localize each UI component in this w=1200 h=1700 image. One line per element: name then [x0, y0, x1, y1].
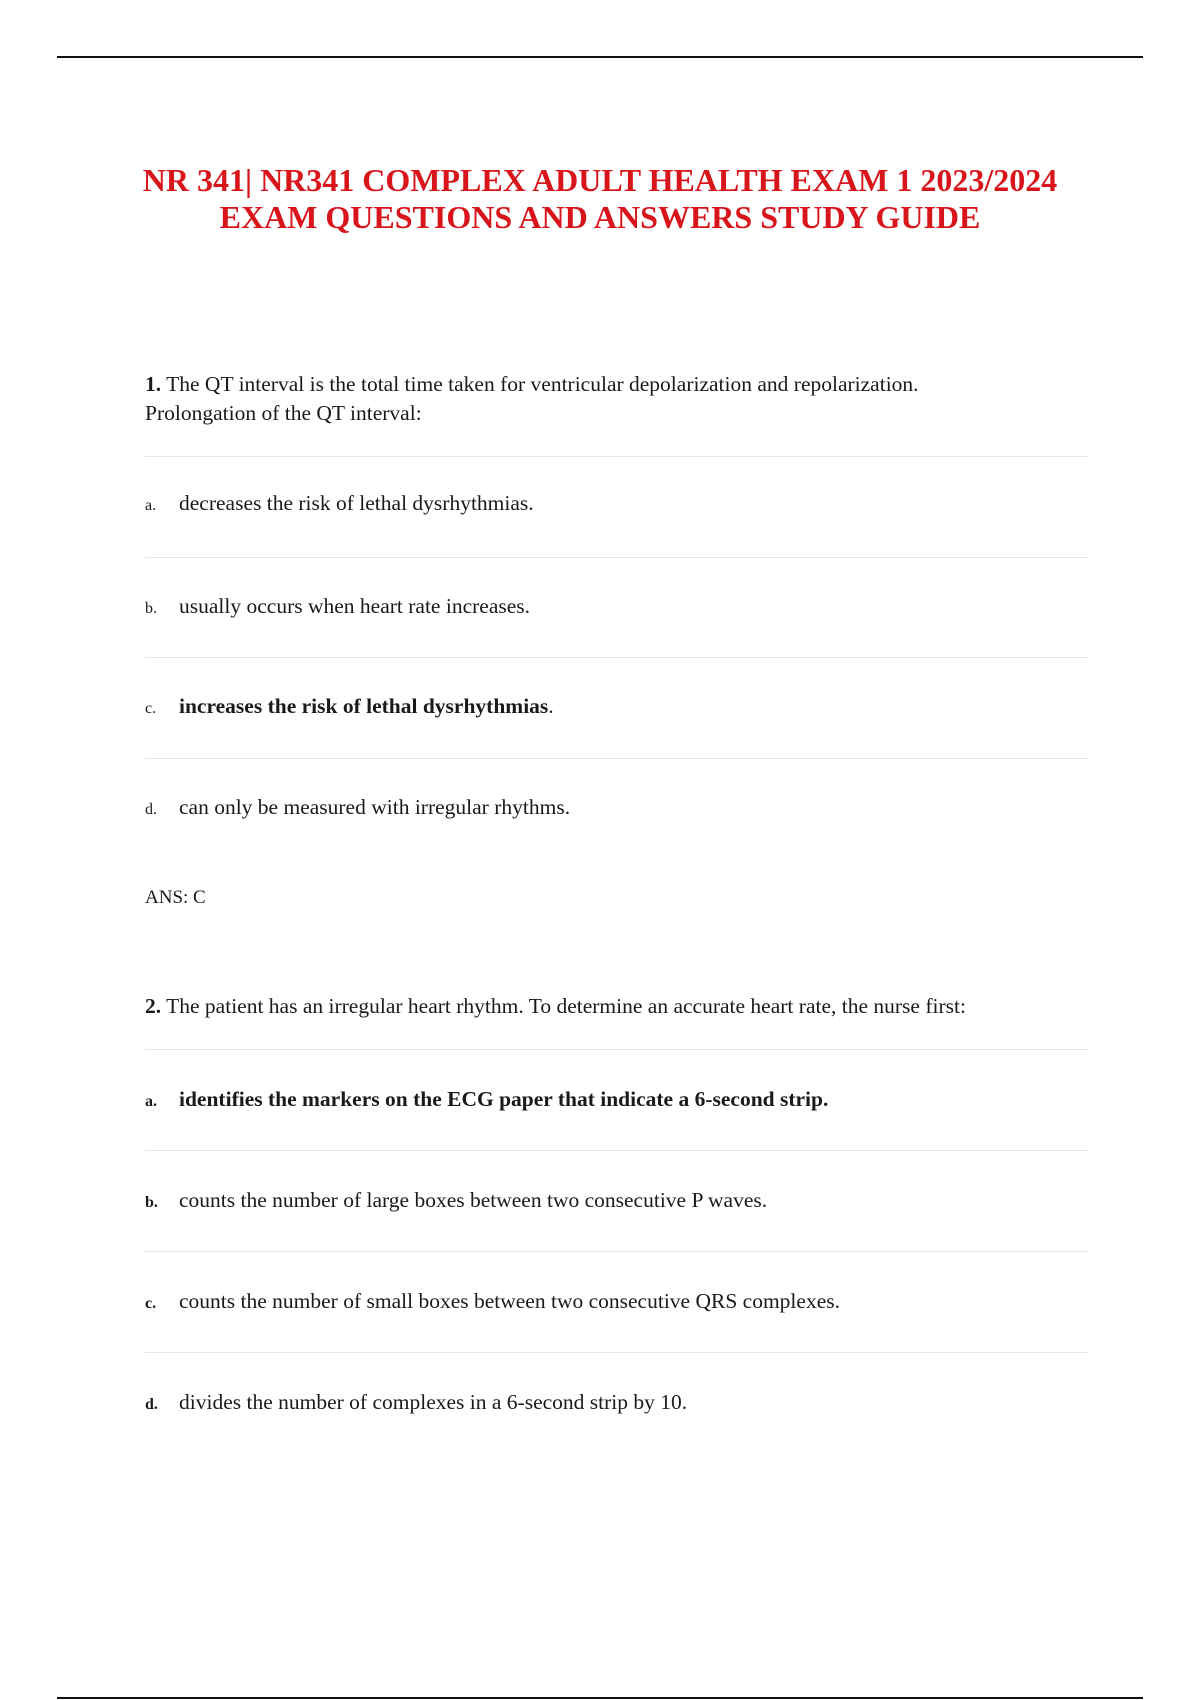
- divider: [145, 657, 1088, 658]
- title-line-1: NR 341| NR341 COMPLEX ADULT HEALTH EXAM 1 2023/2024: [142, 162, 1058, 198]
- option-2b: [145, 1186, 1085, 1217]
- option-letter: c.: [145, 700, 157, 717]
- document-title: [100, 162, 1100, 236]
- option-letter: d.: [145, 1396, 158, 1413]
- question-number: 2.: [145, 994, 162, 1018]
- option-letter: b.: [145, 600, 157, 617]
- option-2c: [145, 1287, 1085, 1318]
- title-line-2: EXAM QUESTIONS AND ANSWERS STUDY GUIDE: [219, 199, 981, 235]
- option-letter: d.: [145, 801, 157, 818]
- option-text-correct: increases the risk of lethal dysrhythmias: [179, 694, 549, 718]
- option-text: decreases the risk of lethal dysrhythmias.: [179, 491, 534, 515]
- divider: [145, 557, 1088, 558]
- option-text-suffix: .: [548, 694, 554, 718]
- option-text: can only be measured with irregular rhythms.: [179, 795, 571, 819]
- option-text: usually occurs when heart rate increases.: [179, 594, 531, 618]
- divider: [145, 456, 1088, 457]
- answer-1: ANS: C: [145, 887, 206, 908]
- divider: [145, 1150, 1088, 1151]
- option-text: divides the number of complexes in a 6-second strip by 10.: [179, 1390, 688, 1414]
- question-number: 1.: [145, 372, 162, 396]
- option-1b: [145, 592, 1085, 623]
- option-text: counts the number of small boxes between two consecutive QRS complexes.: [179, 1289, 840, 1313]
- option-1c: [145, 692, 1085, 723]
- question-text: The QT interval is the total time taken for ventricular depolarization and repolarization.: [166, 372, 919, 396]
- divider: [145, 758, 1088, 759]
- question-text-continued: Prolongation of the QT interval:: [145, 401, 422, 425]
- divider: [145, 1251, 1088, 1252]
- option-1d: [145, 793, 1085, 824]
- divider: [145, 1352, 1088, 1353]
- top-rule: [57, 56, 1143, 58]
- question-1: [145, 370, 1085, 428]
- question-2: [145, 992, 1085, 1021]
- divider: [145, 1049, 1088, 1050]
- option-text-correct: identifies the markers on the ECG paper that indicate a 6-second strip.: [179, 1087, 829, 1111]
- bottom-rule: [57, 1697, 1143, 1699]
- option-text: counts the number of large boxes between two consecutive P waves.: [179, 1188, 768, 1212]
- question-text: The patient has an irregular heart rhythm. To determine an accurate heart rate, the nurse first:: [166, 994, 966, 1018]
- option-letter: c.: [145, 1295, 157, 1312]
- option-letter: a.: [145, 497, 157, 514]
- option-2d: [145, 1388, 1085, 1419]
- option-2a: [145, 1085, 1085, 1116]
- option-1a: [145, 489, 1085, 520]
- option-letter: b.: [145, 1194, 158, 1211]
- option-letter: a.: [145, 1093, 157, 1110]
